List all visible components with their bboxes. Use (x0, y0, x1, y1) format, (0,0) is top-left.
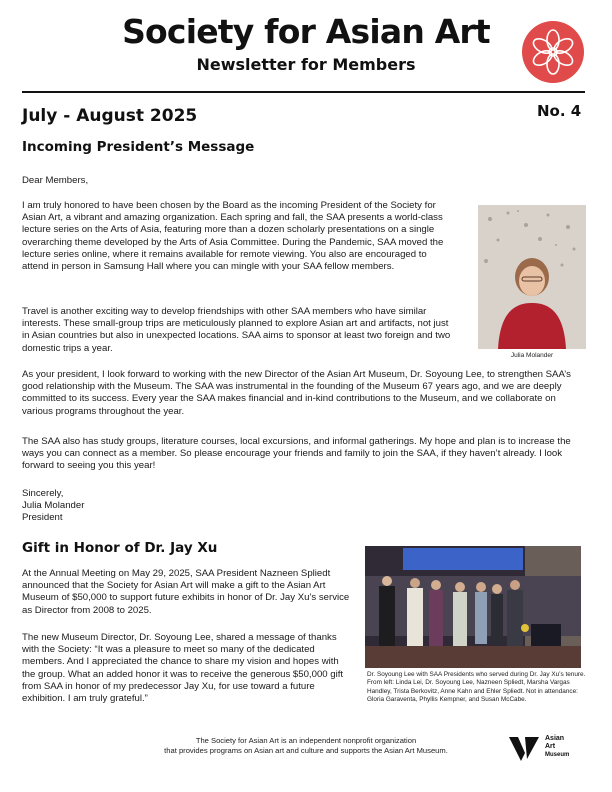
paragraph: The SAA also has study groups, literature courses, local excursions, and informal gatherings. My hope and plan is to increase the ways you can connect as a member. So please encourage your friends and family to join the SAA, if they haven’t already. I look forward to seeing you this year! (22, 436, 571, 472)
signer-name: Julia Molander (22, 500, 85, 511)
footer-line: that provides programs on Asian art and culture and supports the Asian Art Museum. (164, 746, 448, 755)
header-divider (22, 91, 585, 93)
footer-line: The Society for Asian Art is an independent nonprofit organization (195, 736, 417, 745)
flower-logo-icon (522, 21, 584, 83)
section-heading-president-message: Incoming President’s Message (22, 139, 255, 155)
issue-date: July - August 2025 (22, 106, 198, 126)
julia-molander-photo (478, 205, 586, 349)
newsletter-title: Society for Asian Art (122, 12, 490, 51)
asian-art-museum-wordmark (545, 735, 569, 759)
wordmark-line: Museum (545, 752, 570, 758)
signoff: Sincerely, (22, 488, 64, 499)
issue-number: No. 4 (537, 102, 582, 120)
signer-title: President (22, 512, 63, 523)
wordmark-line: Asian (545, 735, 565, 742)
paragraph: I am truly honored to have been chosen by the Board as the incoming President of the Society for Asian Art, a vibrant and amazing organization. Each spring and fall, the SAA presents a world-class lecture series on the Arts of Asia, featuring more than a dozen scholarly presentations on a single overarching theme developed by the Arts of Asia Committee. During the Pandemic, SAA moved the lecture series online, where it remains available for remote viewing. You also are encouraged to attend in person in Samsung Hall where you can mingle with your SAA fellow members. (22, 200, 444, 273)
salutation: Dear Members, (22, 175, 89, 186)
paragraph: The new Museum Director, Dr. Soyoung Lee, shared a message of thanks with the Society: “It was a pleasure to meet so many of the dedicated members. And I appreciated the chance to share my vision and hopes with the group. What an added honor it was to receive the generous $50,000 gift from SAA in honor of my predecessor Jay Xu, for use toward a future exhibition. I am truly grateful.” (22, 632, 344, 705)
photo-caption: Julia Molander (510, 352, 554, 359)
paragraph: At the Annual Meeting on May 29, 2025, SAA President Nazneen Spliedt announced that the Society for Asian Art will make a gift to the Asian Art Museum of $50,000 to support future exhibits in honor of Dr. Jay Xu’s service as Director from 2008 to 2025. (22, 568, 350, 616)
section-heading-gift: Gift in Honor of Dr. Jay Xu (22, 540, 218, 556)
wordmark-line: Art (545, 743, 556, 750)
paragraph: As your president, I look forward to working with the new Director of the Asian Art Museum, Dr. Soyoung Lee, to strengthen SAA’s good relationship with the Museum. The SAA was instrumental in the founding of the Museum 67 years ago, and we are deeply committed to its success. Every year the SAA makes financial and in-kind contributions to the Museum, and we collaborate on various programs throughout the year. (22, 369, 571, 417)
photo-caption: Dr. Soyoung Lee with SAA Presidents who served during Dr. Jay Xu’s tenure. From left: Linda Lei, Dr. Soyoung Lee, Nazneen Spliedt, Marsha Vargas Handley, Trista Berkovitz, Anne Kahn and Ehler Spliedt. Not in attendance: Gloria Garaventa, Phyllis Kempner, and Susan McCabe. (367, 671, 586, 703)
paragraph: Travel is another exciting way to develop friendships with other SAA members who have similar interests. These small-group trips are meticulously planned to explore Asian art and artifacts, not just in Asian countries but also in unexpected locations. SAA aims to sponsor at least two foreign and two domestic trips a year. (22, 306, 451, 354)
group-photo (365, 546, 581, 668)
newsletter-subtitle: Newsletter for Members (196, 55, 416, 74)
